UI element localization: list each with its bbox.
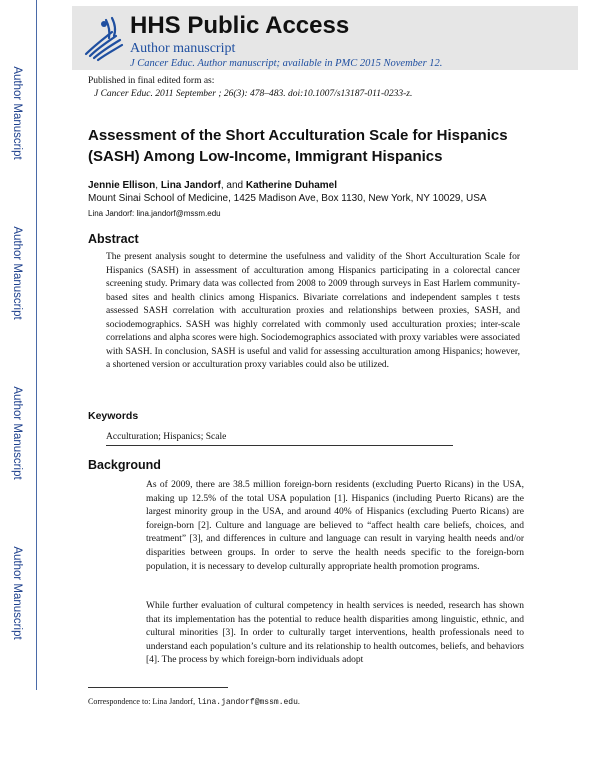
journal-availability-citation: J Cancer Educ. Author manuscript; available in PMC 2015 November 12. bbox=[130, 58, 443, 69]
footnote-label: Correspondence to: Lina Jandorf, bbox=[88, 697, 198, 706]
hhs-public-access-title: HHS Public Access bbox=[130, 12, 350, 39]
keywords-list: Acculturation; Hispanics; Scale bbox=[106, 432, 227, 442]
footnote-email: lina.jandorf@mssm.edu bbox=[197, 698, 298, 707]
keywords-divider bbox=[106, 445, 453, 446]
author-name: Jennie Ellison bbox=[88, 180, 156, 191]
abstract-body: The present analysis sought to determine the usefulness and validity of the Short Acculturation Scale for Hispanics (SASH) in assessment of acculturation among Hispanics participating in a colorectal cancer screening study. Primary data was collected from 2008 to 2009 through surveys in East Harlem community-based sites and health clinics among Hispanics. Bivariate correlations and independent samples t tests assessed SASH correlation with acculturation proxies and relationships between proxies, SASH, and sociodemographics. SASH was highly correlated with commonly used acculturation proxies; inter-scale correlations and alpha scores were high. Sociodemographics associated with proxy variables were associated with SASH. In conclusion, SASH is useful and valid for assessing acculturation among Hispanics; however, a shortened version or acculturation proxy variables could also be utilized. bbox=[106, 252, 520, 370]
hhs-header-banner bbox=[72, 6, 578, 70]
footnote-end: . bbox=[297, 697, 300, 706]
author-affiliation: Mount Sinai School of Medicine, 1425 Madison Ave, Box 1130, New York, NY 10029, USA bbox=[88, 193, 487, 204]
author-separator: , and bbox=[220, 180, 246, 191]
margin-rule bbox=[36, 0, 37, 690]
correspondence-footnote bbox=[88, 697, 300, 707]
journal-citation: J Cancer Educ. 2011 September ; 26(3): 478–483. doi:10.1007/s13187-011-0233-z. bbox=[94, 89, 413, 99]
side-label-author-manuscript: Author Manuscript bbox=[11, 226, 23, 320]
abstract-heading: Abstract bbox=[88, 232, 139, 246]
background-paragraph: As of 2009, there are 38.5 million foreign-born residents (excluding Puerto Ricans) in the USA, making up 12.5% of the total USA population [1]. Hispanics (including Puerto Ricans) are the largest minority group in the USA, and around 40% of Hispanics (excluding Puerto Ricans) are foreign-born [2]. Culture and language are believed to “affect health care beliefs, choices, and treatment” [3], and differences in culture and language can result in varying health needs and/or disparities between groups. In order to serve the health needs specific to the foreign-born population, it is necessary to develop culturally appropriate health promotion programs. bbox=[146, 480, 524, 572]
author-name: Lina Jandorf bbox=[160, 180, 221, 191]
background-heading: Background bbox=[88, 458, 161, 472]
hhs-eagle-logo-icon bbox=[76, 10, 132, 66]
author-list bbox=[88, 180, 337, 191]
corresponding-contact: Lina Jandorf: lina.jandorf@mssm.edu bbox=[88, 209, 221, 218]
footnote-divider bbox=[88, 687, 228, 688]
side-label-author-manuscript: Author Manuscript bbox=[11, 546, 23, 640]
author-manuscript-subtitle: Author manuscript bbox=[130, 41, 236, 56]
keywords-heading: Keywords bbox=[88, 410, 139, 422]
background-paragraph: While further evaluation of cultural competency in health services is needed, research has shown that its implementation has the potential to reduce health disparities among linguistic, ethnic, and cultural minorities [3]. In order to culturally target interventions, health professionals need to understand each population’s culture and its relationship to health outcomes, beliefs, and behaviors [4]. The process by which foreign-born individuals adopt bbox=[146, 601, 524, 666]
publication-info bbox=[88, 75, 412, 101]
side-label-author-manuscript: Author Manuscript bbox=[11, 386, 23, 480]
author-name: Katherine Duhamel bbox=[245, 180, 337, 191]
published-label: Published in final edited form as: bbox=[88, 76, 215, 86]
paper-title: Assessment of the Short Acculturation Scale for Hispanics (SASH) Among Low-Income, Immigrant Hispanics bbox=[88, 127, 508, 165]
author-separator: , bbox=[155, 180, 161, 191]
side-label-author-manuscript: Author Manuscript bbox=[11, 66, 23, 160]
